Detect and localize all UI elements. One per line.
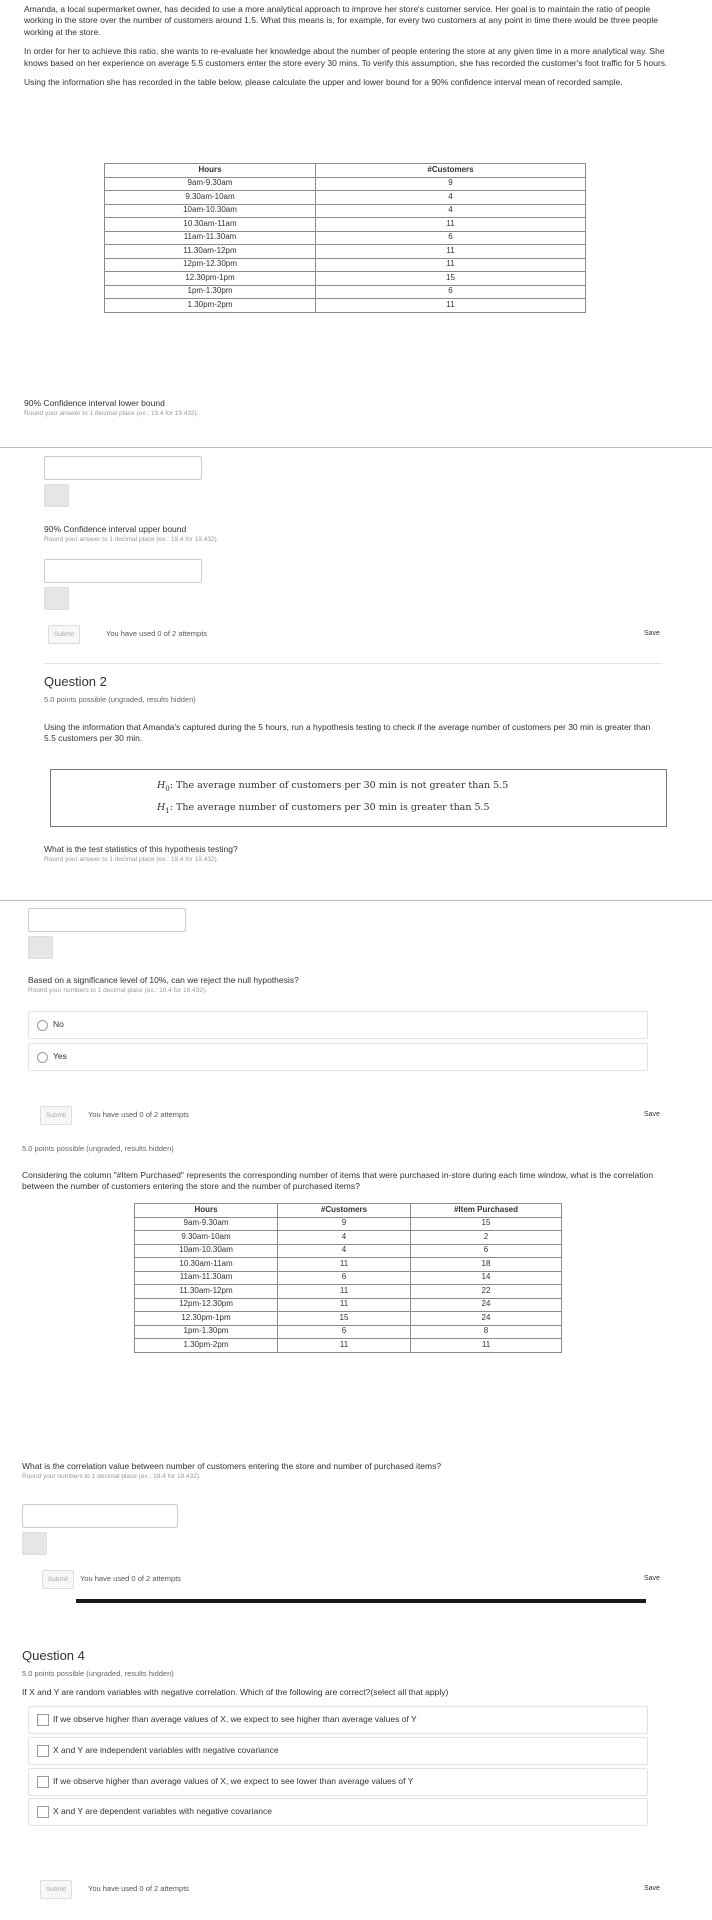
q1-attempts-text: You have used 0 of 2 attempts — [106, 629, 208, 638]
table-cell: 11 — [316, 299, 586, 313]
table-cell: 9 — [278, 1217, 411, 1231]
q4-option-2[interactable] — [28, 1737, 648, 1765]
q1-submit-button[interactable]: Submit — [48, 625, 80, 644]
table-row — [105, 231, 586, 245]
q1-data-table — [104, 163, 586, 313]
table-cell: 10.30am-11am — [105, 218, 316, 232]
table-cell: 11 — [316, 218, 586, 232]
table-cell: 9.30am-10am — [105, 191, 316, 205]
q4-points: 5.0 points possible (ungraded, results hidden) — [22, 1669, 174, 1678]
table-row — [105, 285, 586, 299]
table-cell: 4 — [278, 1231, 411, 1245]
q1-upper-bound-hint: Round your answer to 1 decimal place (ex.: 19.4 for 19.432). — [44, 536, 219, 543]
q3-correlation-input[interactable] — [22, 1504, 178, 1528]
q4-title: Question 4 — [22, 1648, 85, 1663]
table-cell: 2 — [411, 1231, 562, 1245]
q3-progress-bar — [76, 1599, 646, 1603]
table-row — [105, 204, 586, 218]
table-cell: 8 — [411, 1325, 562, 1339]
table-cell: 12.30pm-1pm — [105, 272, 316, 286]
table-cell: 6 — [316, 285, 586, 299]
table-cell: 10am-10.30am — [105, 204, 316, 218]
q4-option-3[interactable] — [28, 1768, 648, 1796]
table-cell: 9am-9.30am — [135, 1217, 278, 1231]
q2-attempts-text: You have used 0 of 2 attempts — [88, 1110, 190, 1119]
h1-text: : The average number of customers per 30 min is greater than 5.5 — [169, 802, 490, 813]
table-row — [135, 1244, 562, 1258]
q2-test-statistic-hint: Round your answer to 1 decimal place (ex.: 19.4 for 19.432). — [44, 856, 219, 863]
q2-points: 5.0 points possible (ungraded, results hidden) — [44, 695, 196, 704]
q2-title: Question 2 — [44, 674, 107, 689]
q2-alternative-hypothesis — [157, 802, 490, 816]
q3-points: 5.0 points possible (ungraded, results hidden) — [22, 1144, 174, 1153]
table-cell: 11 — [316, 245, 586, 259]
q4-option-4[interactable] — [28, 1798, 648, 1826]
table-cell: 24 — [411, 1298, 562, 1312]
q2-save-button[interactable]: Save — [644, 1111, 660, 1118]
q2-test-statistic-input[interactable] — [28, 908, 186, 932]
table-cell: 12.30pm-1pm — [135, 1312, 278, 1326]
table-header-hours: Hours — [135, 1204, 278, 1218]
table-row — [135, 1231, 562, 1245]
table-cell: 11am-11.30am — [105, 231, 316, 245]
q3-data-table — [134, 1203, 562, 1353]
table-cell: 10am-10.30am — [135, 1244, 278, 1258]
table-row — [135, 1285, 562, 1299]
option-label: If we observe higher than average values of X, we expect to see lower than average values of Y — [53, 1776, 414, 1786]
table-cell: 9 — [316, 177, 586, 191]
option-label: X and Y are independent variables with negative covariance — [53, 1745, 279, 1755]
q2-intro: Using the information that Amanda's captured during the 5 hours, run a hypothesis testing to check if the average number of customers per 30 min is greater than 5.5 customers per 30 min. — [44, 722, 651, 744]
q1-lower-bound-status — [44, 484, 69, 507]
table-cell: 11 — [278, 1339, 411, 1353]
table-row — [105, 177, 586, 191]
table-cell: 24 — [411, 1312, 562, 1326]
table-cell: 9.30am-10am — [135, 1231, 278, 1245]
table-row — [105, 218, 586, 232]
option-label: If we observe higher than average values of X, we expect to see higher than average values of Y — [53, 1714, 417, 1724]
table-cell: 12pm-12.30pm — [135, 1298, 278, 1312]
q4-option-1[interactable] — [28, 1706, 648, 1734]
q2-test-statistic-label: What is the test statistics of this hypothesis testing? — [44, 844, 238, 854]
q1-upper-bound-label: 90% Confidence interval upper bound — [44, 524, 187, 534]
q3-attempts-text: You have used 0 of 2 attempts — [80, 1574, 182, 1583]
q1-lower-bound-input[interactable] — [44, 456, 202, 480]
table-row — [135, 1339, 562, 1353]
q1-intro-paragraph-2: In order for her to achieve this ratio, she wants to re-evaluate her knowledge about the number of people entering the store at any given time in a more analytical way. She knows based on her experience on average 5.5 customers enter the store every 30 mins. To verify this assumption, she has recorded the customer's foot traffic for 5 hours. — [24, 46, 668, 68]
q4-save-button[interactable]: Save — [644, 1885, 660, 1892]
q2-test-statistic-status — [28, 936, 53, 959]
divider — [44, 663, 662, 664]
table-header-items: #Item Purchased — [411, 1204, 562, 1218]
q2-option-no[interactable] — [28, 1011, 648, 1039]
table-row — [135, 1325, 562, 1339]
table-cell: 11.30am-12pm — [105, 245, 316, 259]
checkbox[interactable] — [37, 1806, 49, 1818]
q1-lower-bound-hint: Round your answer to 1 decimal place (ex.: 19.4 for 19.432). — [24, 410, 199, 417]
table-row — [105, 272, 586, 286]
table-header-customers: #Customers — [316, 164, 586, 178]
q3-save-button[interactable]: Save — [644, 1575, 660, 1582]
radio-button[interactable] — [37, 1052, 48, 1063]
table-cell: 11 — [278, 1258, 411, 1272]
table-row — [135, 1258, 562, 1272]
q4-attempts-text: You have used 0 of 2 attempts — [88, 1884, 190, 1893]
table-cell: 11 — [278, 1285, 411, 1299]
checkbox[interactable] — [37, 1714, 49, 1726]
q1-upper-bound-status — [44, 587, 69, 610]
table-cell: 11 — [278, 1298, 411, 1312]
option-label: Yes — [53, 1051, 67, 1061]
table-cell: 4 — [278, 1244, 411, 1258]
table-row — [105, 258, 586, 272]
q1-intro-paragraph-1: Amanda, a local supermarket owner, has decided to use a more analytical approach to improve her store's customer service. Her goal is to maintain the ratio of people working in the store over the number of customers around 1.5. What this means is, for example, for every two customers at any point in time there would be three people working at the store. — [24, 4, 659, 37]
divider — [0, 900, 712, 901]
table-header-hours: Hours — [105, 164, 316, 178]
table-header-row — [135, 1204, 562, 1218]
table-cell: 9am-9.30am — [105, 177, 316, 191]
q4-submit-button[interactable]: Submit — [40, 1880, 72, 1899]
q1-lower-bound-label: 90% Confidence interval lower bound — [24, 398, 165, 408]
table-row — [105, 245, 586, 259]
q2-option-yes[interactable] — [28, 1043, 648, 1071]
table-cell: 15 — [411, 1217, 562, 1231]
table-cell: 1pm-1.30pm — [105, 285, 316, 299]
table-cell: 1.30pm-2pm — [135, 1339, 278, 1353]
table-cell: 4 — [316, 191, 586, 205]
option-label: X and Y are dependent variables with negative covariance — [53, 1806, 272, 1816]
table-cell: 10.30am-11am — [135, 1258, 278, 1272]
q1-save-button[interactable]: Save — [644, 630, 660, 637]
h0-text: : The average number of customers per 30 min is not greater than 5.5 — [169, 780, 509, 791]
table-header-row — [105, 164, 586, 178]
table-row — [135, 1312, 562, 1326]
table-cell: 1.30pm-2pm — [105, 299, 316, 313]
table-header-customers: #Customers — [278, 1204, 411, 1218]
table-row — [135, 1217, 562, 1231]
q1-upper-bound-input[interactable] — [44, 559, 202, 583]
h1-subscript: 1 — [165, 806, 170, 815]
table-row — [135, 1271, 562, 1285]
q3-intro: Considering the column "#Item Purchased" represents the corresponding number of items that were purchased in-store during each time window, what is the correlation between the number of customers entering the store and the number of purchased items? — [22, 1170, 654, 1192]
q3-correlation-label: What is the correlation value between number of customers entering the store and number of purchased items? — [22, 1461, 442, 1471]
table-cell: 6 — [278, 1325, 411, 1339]
q2-null-hypothesis — [157, 780, 508, 794]
q2-hypotheses-box — [50, 769, 667, 827]
q3-correlation-status — [22, 1532, 47, 1555]
table-cell: 15 — [278, 1312, 411, 1326]
table-cell: 12pm-12.30pm — [105, 258, 316, 272]
q2-submit-button[interactable]: Submit — [40, 1106, 72, 1125]
h0-subscript: 0 — [165, 784, 170, 793]
q1-intro — [24, 4, 672, 97]
table-cell: 6 — [316, 231, 586, 245]
table-cell: 14 — [411, 1271, 562, 1285]
q2-reject-null-hint: Round your numbers to 1 decimal place (ex.: 19.4 for 19.432). — [28, 987, 207, 994]
table-row — [105, 191, 586, 205]
option-label: No — [53, 1019, 64, 1029]
checkbox[interactable] — [37, 1776, 49, 1788]
table-cell: 22 — [411, 1285, 562, 1299]
table-cell: 15 — [316, 272, 586, 286]
table-cell: 18 — [411, 1258, 562, 1272]
table-cell: 11am-11.30am — [135, 1271, 278, 1285]
table-cell: 11.30am-12pm — [135, 1285, 278, 1299]
radio-button[interactable] — [37, 1020, 48, 1031]
h1-symbol: H — [157, 802, 166, 813]
h0-symbol: H — [157, 780, 166, 791]
table-cell: 11 — [411, 1339, 562, 1353]
table-cell: 11 — [316, 258, 586, 272]
table-row — [105, 299, 586, 313]
q3-submit-button[interactable]: Submit — [42, 1570, 74, 1589]
table-cell: 6 — [278, 1271, 411, 1285]
table-cell: 6 — [411, 1244, 562, 1258]
q3-correlation-hint: Round your numbers to 1 decimal place (ex.: 19.4 for 19.432). — [22, 1473, 201, 1480]
q4-intro: If X and Y are random variables with negative correlation. Which of the following are correct?(select all that apply) — [22, 1687, 449, 1697]
q2-reject-null-label: Based on a significance level of 10%, can we reject the null hypothesis? — [28, 975, 299, 985]
table-cell: 1pm-1.30pm — [135, 1325, 278, 1339]
divider — [0, 447, 712, 448]
table-row — [135, 1298, 562, 1312]
table-cell: 4 — [316, 204, 586, 218]
checkbox[interactable] — [37, 1745, 49, 1757]
q1-intro-paragraph-3: Using the information she has recorded in the table below, please calculate the upper and lower bound for a 90% confidence interval mean of recorded sample. — [24, 77, 623, 88]
